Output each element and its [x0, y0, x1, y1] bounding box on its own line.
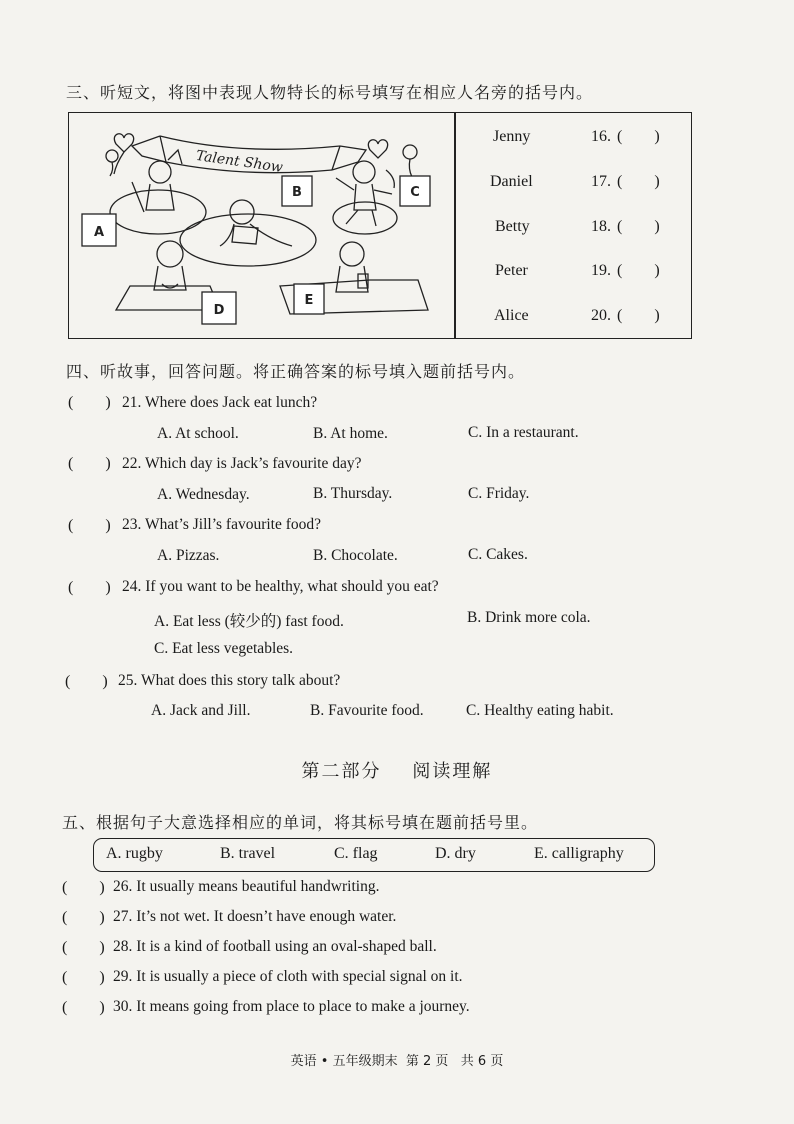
answer-paren-19[interactable]: ( ) — [617, 262, 660, 279]
option-25-a: A. Jack and Jill. — [151, 702, 251, 719]
option-24-b: B. Drink more cola. — [467, 609, 591, 626]
question-22: 22. Which day is Jack’s favourite day? — [122, 455, 362, 472]
word-e: E. calligraphy — [534, 845, 624, 862]
qnum-16: 16. — [591, 128, 611, 145]
option-23-a: A. Pizzas. — [157, 547, 220, 564]
qnum-18: 18. — [591, 218, 611, 235]
option-23-c: C. Cakes. — [468, 546, 528, 563]
letter-c: C — [410, 185, 420, 200]
answer-paren-23[interactable]: ( ) — [68, 517, 111, 534]
option-23-b: B. Chocolate. — [313, 547, 398, 564]
option-22-a: A. Wednesday. — [157, 486, 250, 503]
name-betty: Betty — [495, 218, 530, 235]
word-a: A. rugby — [106, 845, 163, 862]
banner-text: Talent Show — [194, 147, 284, 176]
option-22-c: C. Friday. — [468, 485, 530, 502]
name-jenny: Jenny — [493, 128, 531, 145]
question-23: 23. What’s Jill’s favourite food? — [122, 516, 322, 533]
answer-paren-16[interactable]: ( ) — [617, 128, 660, 145]
question-24: 24. If you want to be healthy, what should you eat? — [122, 578, 439, 595]
letter-b: B — [292, 185, 302, 200]
section3-title: 三、听短文，将图中表现人物特长的标号填写在相应人名旁的括号内。 — [66, 83, 594, 102]
answer-paren-30[interactable]: ( ) — [62, 999, 105, 1016]
picture-divider — [454, 112, 456, 339]
section5-title: 五、根据句子大意选择相应的单词，将其标号填在题前括号里。 — [62, 813, 539, 832]
question-28: 28. It is a kind of football using an oval-shaped ball. — [113, 938, 437, 955]
name-daniel: Daniel — [490, 173, 533, 190]
option-22-b: B. Thursday. — [313, 485, 393, 502]
question-21: 21. Where does Jack eat lunch? — [122, 394, 318, 411]
word-d: D. dry — [435, 845, 476, 862]
option-21-c: C. In a restaurant. — [468, 424, 579, 441]
qnum-17: 17. — [591, 173, 611, 190]
answer-paren-18[interactable]: ( ) — [617, 218, 660, 235]
answer-paren-22[interactable]: ( ) — [68, 455, 111, 472]
question-25: 25. What does this story talk about? — [118, 672, 341, 689]
answer-paren-28[interactable]: ( ) — [62, 939, 105, 956]
option-25-b: B. Favourite food. — [310, 702, 424, 719]
name-alice: Alice — [494, 307, 529, 324]
answer-paren-27[interactable]: ( ) — [62, 909, 105, 926]
option-24-c: C. Eat less vegetables. — [154, 640, 294, 657]
name-peter: Peter — [495, 262, 528, 279]
letter-e: E — [304, 293, 314, 308]
question-30: 30. It means going from place to place to make a journey. — [113, 998, 470, 1015]
answer-paren-26[interactable]: ( ) — [62, 879, 105, 896]
talent-show-illustration — [70, 114, 452, 337]
part2-title: 第二部分 阅读理解 — [301, 761, 493, 782]
answer-paren-25[interactable]: ( ) — [65, 673, 108, 690]
section4-title: 四、听故事，回答问题。将正确答案的标号填入题前括号内。 — [66, 362, 526, 381]
question-27: 27. It’s not wet. It doesn’t have enough water. — [113, 908, 397, 925]
question-26: 26. It usually means beautiful handwriting. — [113, 878, 380, 895]
qnum-19: 19. — [591, 262, 611, 279]
option-24-a: A. Eat less (较少的) fast food. — [154, 613, 344, 630]
answer-paren-29[interactable]: ( ) — [62, 969, 105, 986]
answer-paren-21[interactable]: ( ) — [68, 394, 111, 411]
word-b: B. travel — [220, 845, 276, 862]
answer-paren-24[interactable]: ( ) — [68, 579, 111, 596]
option-25-c: C. Healthy eating habit. — [466, 702, 614, 719]
answer-paren-20[interactable]: ( ) — [617, 307, 660, 324]
qnum-20: 20. — [591, 307, 611, 324]
word-c: C. flag — [334, 845, 378, 862]
question-29: 29. It is usually a piece of cloth with special signal on it. — [113, 968, 463, 985]
page-footer: 英语 • 五年级期末 第 2 页 共 6 页 — [290, 1054, 504, 1069]
letter-d: D — [213, 303, 225, 318]
option-21-a: A. At school. — [157, 425, 239, 442]
option-21-b: B. At home. — [313, 425, 388, 442]
letter-a: A — [93, 225, 105, 240]
answer-paren-17[interactable]: ( ) — [617, 173, 660, 190]
